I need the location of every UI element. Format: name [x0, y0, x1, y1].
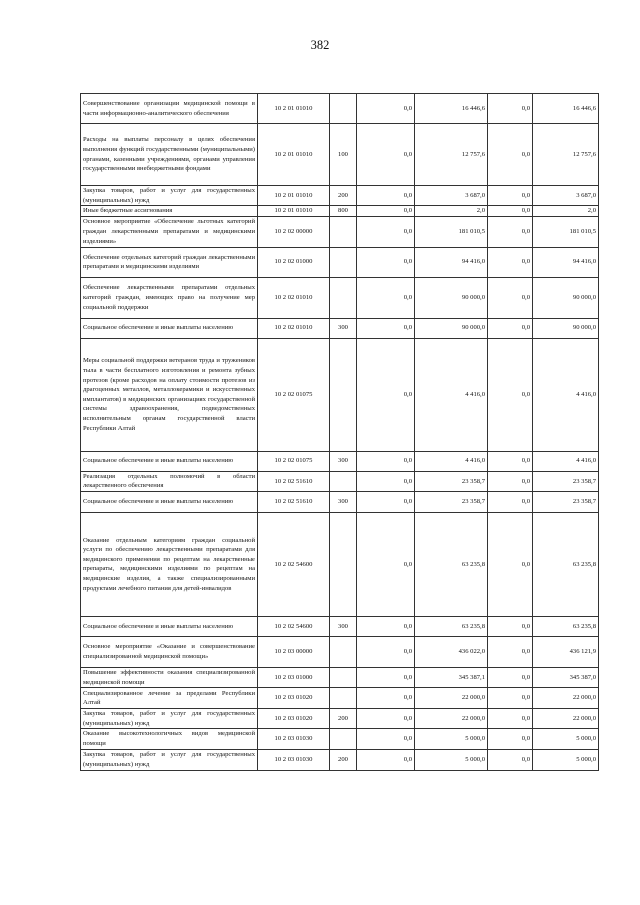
- row-name: Основное мероприятие «Оказание и совершенствование специализированной медицинской помощи»: [81, 636, 258, 667]
- table-row: [81, 247, 599, 277]
- table-body: [81, 94, 599, 771]
- row-value-3: 0,0: [488, 491, 533, 512]
- row-value-3: 0,0: [488, 318, 533, 338]
- table-row: [81, 616, 599, 636]
- row-code: 10 2 02 51610: [258, 491, 330, 512]
- row-name: Оказание высокотехнологичных видов медицинской помощи: [81, 729, 258, 749]
- row-code: 10 2 03 01030: [258, 749, 330, 770]
- row-value-4: 63 235,8: [533, 616, 599, 636]
- row-value-4: 23 358,7: [533, 471, 599, 491]
- row-code: 10 2 02 54600: [258, 512, 330, 616]
- row-value-1: 0,0: [357, 277, 415, 318]
- row-value-4: 22 000,0: [533, 688, 599, 709]
- row-value-4: 181 010,5: [533, 216, 599, 247]
- row-value-2: 4 416,0: [415, 451, 488, 471]
- row-value-4: 22 000,0: [533, 709, 599, 729]
- row-value-2: 181 010,5: [415, 216, 488, 247]
- row-name: Закупка товаров, работ и услуг для государственных (муниципальных) нужд: [81, 709, 258, 729]
- row-code: 10 2 01 01010: [258, 124, 330, 186]
- row-expense-type: [330, 338, 357, 451]
- row-value-3: 0,0: [488, 512, 533, 616]
- table-row: [81, 124, 599, 186]
- table-row: [81, 318, 599, 338]
- row-value-4: 5 000,0: [533, 729, 599, 749]
- row-value-4: 12 757,6: [533, 124, 599, 186]
- row-value-3: 0,0: [488, 451, 533, 471]
- row-name: Реализация отдельных полномочий в области лекарственного обеспечения: [81, 471, 258, 491]
- row-expense-type: 200: [330, 186, 357, 206]
- table-row: [81, 749, 599, 770]
- row-name: Совершенствование организации медицинской помощи в части информационно-аналитического обеспечения: [81, 94, 258, 124]
- row-value-4: 90 000,0: [533, 318, 599, 338]
- row-code: 10 2 02 54600: [258, 616, 330, 636]
- row-expense-type: 300: [330, 616, 357, 636]
- row-expense-type: [330, 247, 357, 277]
- table-row: [81, 186, 599, 206]
- table-row: [81, 338, 599, 451]
- row-name: Социальное обеспечение и иные выплаты населению: [81, 318, 258, 338]
- row-value-2: 94 416,0: [415, 247, 488, 277]
- row-value-3: 0,0: [488, 729, 533, 749]
- row-value-4: 94 416,0: [533, 247, 599, 277]
- row-value-3: 0,0: [488, 338, 533, 451]
- row-name: Основное мероприятие «Обеспечение льготных категорий граждан лекарственными препаратами и медицинскими изделиями»: [81, 216, 258, 247]
- table-row: [81, 688, 599, 709]
- row-value-2: 23 358,7: [415, 491, 488, 512]
- row-code: 10 2 03 01020: [258, 688, 330, 709]
- row-value-3: 0,0: [488, 124, 533, 186]
- row-value-1: 0,0: [357, 451, 415, 471]
- row-name: Обеспечение отдельных категорий граждан лекарственными препаратами и медицинскими изделиями: [81, 247, 258, 277]
- table-row: [81, 277, 599, 318]
- budget-table: [80, 93, 599, 771]
- row-value-1: 0,0: [357, 749, 415, 770]
- row-value-4: 436 121,9: [533, 636, 599, 667]
- row-value-1: 0,0: [357, 216, 415, 247]
- row-name: Повышение эффективности оказания специализированной медицинской помощи: [81, 667, 258, 687]
- row-expense-type: 300: [330, 491, 357, 512]
- row-value-2: 436 022,0: [415, 636, 488, 667]
- row-expense-type: [330, 277, 357, 318]
- row-name: Закупка товаров, работ и услуг для государственных (муниципальных) нужд: [81, 749, 258, 770]
- row-code: 10 2 02 00000: [258, 216, 330, 247]
- row-expense-type: 100: [330, 124, 357, 186]
- row-value-1: 0,0: [357, 512, 415, 616]
- row-code: 10 2 01 01010: [258, 206, 330, 217]
- row-value-1: 0,0: [357, 471, 415, 491]
- row-value-1: 0,0: [357, 206, 415, 217]
- table-row: [81, 491, 599, 512]
- row-value-1: 0,0: [357, 616, 415, 636]
- row-value-3: 0,0: [488, 216, 533, 247]
- row-expense-type: [330, 94, 357, 124]
- row-name: Закупка товаров, работ и услуг для государственных (муниципальных) нужд: [81, 186, 258, 206]
- row-value-3: 0,0: [488, 247, 533, 277]
- row-value-3: 0,0: [488, 688, 533, 709]
- row-name: Меры социальной поддержки ветеранов труда и тружеников тыла в части бесплатного изготовления и ремонта зубных протезов (кроме расходов на оплату стоимости протезов из драгоценных металлов, металлокерамики и искусственных имплантатов) в медицинских организациях государственной системы здравоохранения, подведомственных исполнительным органам государственной власти Республики Алтай: [81, 338, 258, 451]
- row-code: 10 2 01 01010: [258, 186, 330, 206]
- row-name: Социальное обеспечение и иные выплаты населению: [81, 616, 258, 636]
- row-value-3: 0,0: [488, 616, 533, 636]
- page-number: 382: [310, 38, 330, 52]
- row-value-1: 0,0: [357, 338, 415, 451]
- row-value-3: 0,0: [488, 471, 533, 491]
- row-value-4: 4 416,0: [533, 338, 599, 451]
- row-value-4: 2,0: [533, 206, 599, 217]
- table-row: [81, 451, 599, 471]
- row-expense-type: [330, 512, 357, 616]
- table-row: [81, 636, 599, 667]
- row-value-3: 0,0: [488, 186, 533, 206]
- row-name: Оказание отдельным категориям граждан социальной услуги по обеспечению лекарственными препаратами для медицинского применения по рецептам на лекарственные препараты, медицинскими изделиями по рецептам на медицинские изделия, а также специализированными продуктами лечебного питания для детей-инвалидов: [81, 512, 258, 616]
- row-value-2: 23 358,7: [415, 471, 488, 491]
- table-row: [81, 709, 599, 729]
- row-value-3: 0,0: [488, 667, 533, 687]
- row-code: 10 2 03 00000: [258, 636, 330, 667]
- table-row: [81, 667, 599, 687]
- row-expense-type: [330, 688, 357, 709]
- row-value-1: 0,0: [357, 247, 415, 277]
- row-value-1: 0,0: [357, 318, 415, 338]
- row-name: Социальное обеспечение и иные выплаты населению: [81, 491, 258, 512]
- row-value-3: 0,0: [488, 277, 533, 318]
- row-value-2: 90 000,0: [415, 318, 488, 338]
- row-value-1: 0,0: [357, 94, 415, 124]
- row-value-4: 345 387,0: [533, 667, 599, 687]
- row-value-2: 22 000,0: [415, 709, 488, 729]
- row-code: 10 2 02 01010: [258, 277, 330, 318]
- row-name: Расходы на выплаты персоналу в целях обеспечения выполнения функций государственными (муниципальными) органами, казенными учреждениями, органами управления государственными внебюджетными фондами: [81, 124, 258, 186]
- row-value-4: 3 687,0: [533, 186, 599, 206]
- row-expense-type: [330, 729, 357, 749]
- row-value-1: 0,0: [357, 124, 415, 186]
- row-value-1: 0,0: [357, 186, 415, 206]
- row-expense-type: 300: [330, 318, 357, 338]
- row-value-1: 0,0: [357, 729, 415, 749]
- row-code: 10 2 03 01000: [258, 667, 330, 687]
- table-row: [81, 729, 599, 749]
- table-row: [81, 94, 599, 124]
- row-name: Обеспечение лекарственными препаратами отдельных категорий граждан, имеющих право на получение мер социальной поддержки: [81, 277, 258, 318]
- row-expense-type: [330, 667, 357, 687]
- table-row: [81, 206, 599, 217]
- row-value-4: 4 416,0: [533, 451, 599, 471]
- row-expense-type: [330, 636, 357, 667]
- row-value-2: 2,0: [415, 206, 488, 217]
- row-value-2: 3 687,0: [415, 186, 488, 206]
- row-value-1: 0,0: [357, 491, 415, 512]
- row-value-2: 5 000,0: [415, 729, 488, 749]
- row-value-3: 0,0: [488, 206, 533, 217]
- row-value-1: 0,0: [357, 709, 415, 729]
- row-value-4: 63 235,8: [533, 512, 599, 616]
- row-value-4: 5 000,0: [533, 749, 599, 770]
- row-value-3: 0,0: [488, 94, 533, 124]
- table-row: [81, 216, 599, 247]
- row-code: 10 2 02 01075: [258, 338, 330, 451]
- row-code: 10 2 02 51610: [258, 471, 330, 491]
- row-expense-type: 200: [330, 749, 357, 770]
- row-value-2: 90 000,0: [415, 277, 488, 318]
- row-value-2: 22 000,0: [415, 688, 488, 709]
- row-code: 10 2 01 01010: [258, 94, 330, 124]
- row-expense-type: 200: [330, 709, 357, 729]
- row-value-3: 0,0: [488, 709, 533, 729]
- row-value-1: 0,0: [357, 688, 415, 709]
- row-code: 10 2 02 01000: [258, 247, 330, 277]
- table-row: [81, 471, 599, 491]
- row-value-2: 345 387,1: [415, 667, 488, 687]
- row-value-2: 16 446,6: [415, 94, 488, 124]
- row-value-2: 5 000,0: [415, 749, 488, 770]
- row-code: 10 2 02 01010: [258, 318, 330, 338]
- row-code: 10 2 03 01020: [258, 709, 330, 729]
- row-expense-type: 300: [330, 451, 357, 471]
- row-expense-type: [330, 471, 357, 491]
- row-expense-type: [330, 216, 357, 247]
- row-value-2: 63 235,8: [415, 512, 488, 616]
- row-code: 10 2 02 01075: [258, 451, 330, 471]
- row-expense-type: 800: [330, 206, 357, 217]
- row-value-1: 0,0: [357, 667, 415, 687]
- row-code: 10 2 03 01030: [258, 729, 330, 749]
- row-value-2: 63 235,8: [415, 616, 488, 636]
- row-value-2: 12 757,6: [415, 124, 488, 186]
- row-name: Иные бюджетные ассигнования: [81, 206, 258, 217]
- row-value-3: 0,0: [488, 749, 533, 770]
- row-name: Социальное обеспечение и иные выплаты населению: [81, 451, 258, 471]
- row-value-2: 4 416,0: [415, 338, 488, 451]
- row-name: Специализированное лечение за пределами Республики Алтай: [81, 688, 258, 709]
- row-value-4: 90 000,0: [533, 277, 599, 318]
- table-row: [81, 512, 599, 616]
- row-value-1: 0,0: [357, 636, 415, 667]
- row-value-4: 16 446,6: [533, 94, 599, 124]
- row-value-3: 0,0: [488, 636, 533, 667]
- row-value-4: 23 358,7: [533, 491, 599, 512]
